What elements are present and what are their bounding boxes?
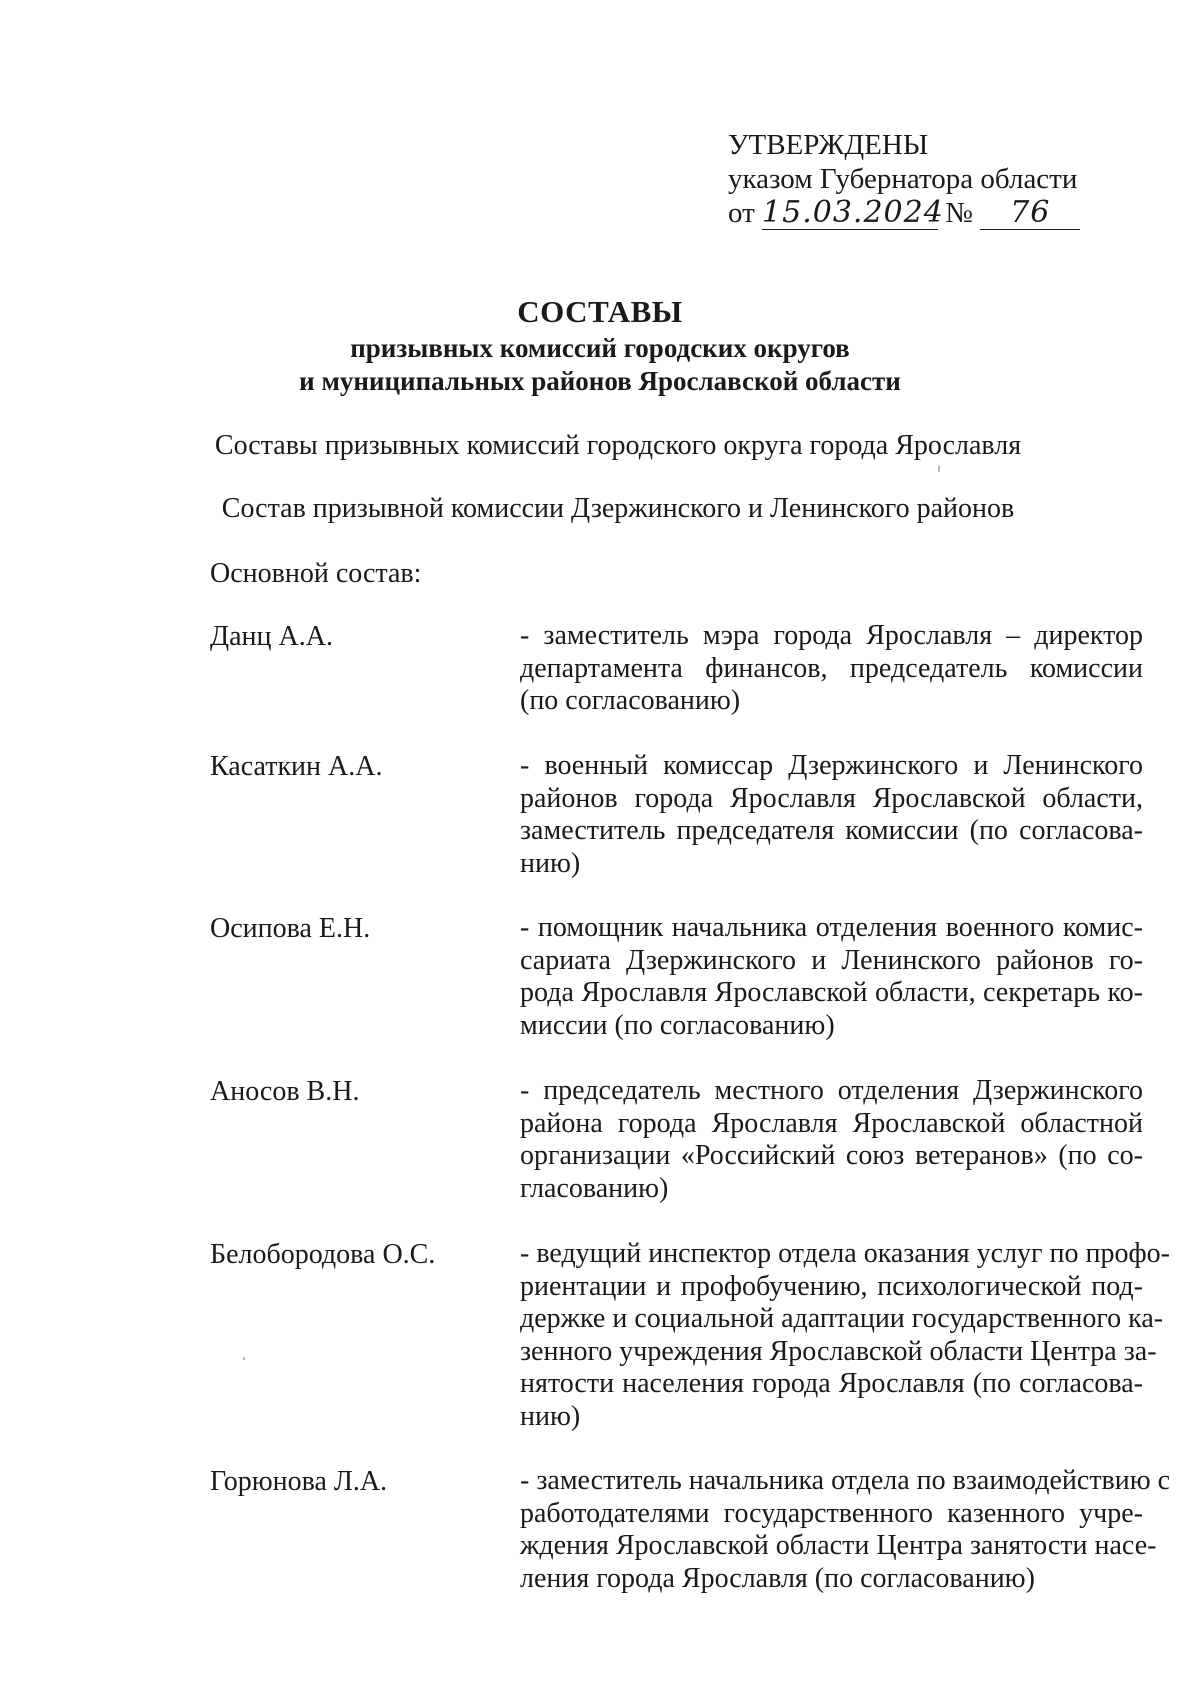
member-role-line: ления города Ярославля (по согласованию) (520, 1562, 1035, 1594)
member-role (520, 1238, 1170, 1433)
member-name: Осипова Е.Н. (210, 913, 371, 944)
member-role-line: работодателями государственного казенного учре- (520, 1497, 1143, 1529)
document-title: СОСТАВЫ (517, 294, 683, 329)
date-prefix: от (728, 197, 755, 229)
member-name: Данц А.А. (210, 621, 333, 652)
member-role-line: - помощник начальника отделения военного комис- (520, 912, 1143, 943)
scan-speck (938, 466, 940, 472)
member-role-line: нятости населения города Ярославля (по согласова- (520, 1368, 1143, 1399)
section-heading: Составы призывных комиссий городского округа города Ярославля (214, 430, 1022, 461)
member-role-line: сариата Дзержинского и Ленинского районов го- (520, 944, 1143, 976)
member-role-line: районов города Ярославля Ярославской области, (520, 782, 1143, 814)
member-role-line: - ведущий инспектор отдела оказания услуг по профо- (520, 1238, 1170, 1269)
member-name: Горюнова Л.А. (210, 1466, 388, 1497)
member-role (520, 1465, 1171, 1595)
member-role-line: - заместитель начальника отдела по взаимодействию с (520, 1465, 1171, 1496)
member-role-line: рода Ярославля Ярославской области, секретарь ко- (520, 977, 1143, 1008)
commission-heading: Состав призывной комиссии Дзержинского и Ленинского районов (221, 493, 1015, 524)
member-name: Касаткин А.А. (210, 751, 383, 782)
member-role (520, 1075, 1143, 1205)
member-role-line: зенного учреждения Ярославской области Центра за- (520, 1335, 1157, 1367)
document-subtitle-line1: призывных комиссий городских округов (350, 333, 850, 363)
member-role (520, 912, 1143, 1042)
approval-decree: указом Губернатора области (728, 163, 1078, 195)
member-name: Белобородова О.С. (210, 1239, 436, 1270)
member-role-line: ждения Ярославской области Центра занятости насе- (520, 1530, 1157, 1561)
approval-block (728, 128, 1080, 230)
scan-speck (243, 1357, 245, 1360)
member-role-line: района города Ярославля Ярославской областной (520, 1107, 1143, 1139)
composition-label: Основной состав: (210, 558, 422, 589)
member-role-line: нию) (520, 1400, 581, 1432)
member-role-line: департамента финансов, председатель комиссии (520, 652, 1143, 684)
approval-heading: УТВЕРЖДЕНЫ (728, 129, 929, 161)
member-role-line: - председатель местного отделения Дзержинского (520, 1075, 1143, 1106)
member-role-line: - военный комиссар Дзержинского и Ленинского (520, 750, 1143, 781)
handwritten-number: 76 (980, 197, 1080, 230)
member-role-line: гласованию) (520, 1172, 669, 1204)
number-prefix: № (945, 197, 973, 229)
member-role-line: нию) (520, 847, 581, 879)
document-subtitle-line2: и муниципальных районов Ярославской области (299, 366, 901, 396)
member-role (520, 750, 1143, 880)
member-role-line: держке и социальной адаптации государственного ка- (520, 1303, 1164, 1334)
member-role-line: - заместитель мэра города Ярославля – директор (520, 620, 1143, 651)
member-role-line: организации «Российский союз ветеранов» (по со- (520, 1140, 1143, 1171)
member-role (520, 620, 1143, 718)
member-role-line: миссии (по согласованию) (520, 1009, 835, 1041)
member-role-line: (по согласованию) (520, 685, 741, 716)
handwritten-date: 15.03.2024 (762, 195, 944, 230)
approval-date-line (728, 196, 1080, 230)
member-role-line: риентации и профобучению, психологической под- (520, 1270, 1143, 1302)
member-role-line: заместитель председателя комиссии (по согласова- (520, 815, 1143, 846)
member-name: Аносов В.Н. (210, 1076, 360, 1107)
